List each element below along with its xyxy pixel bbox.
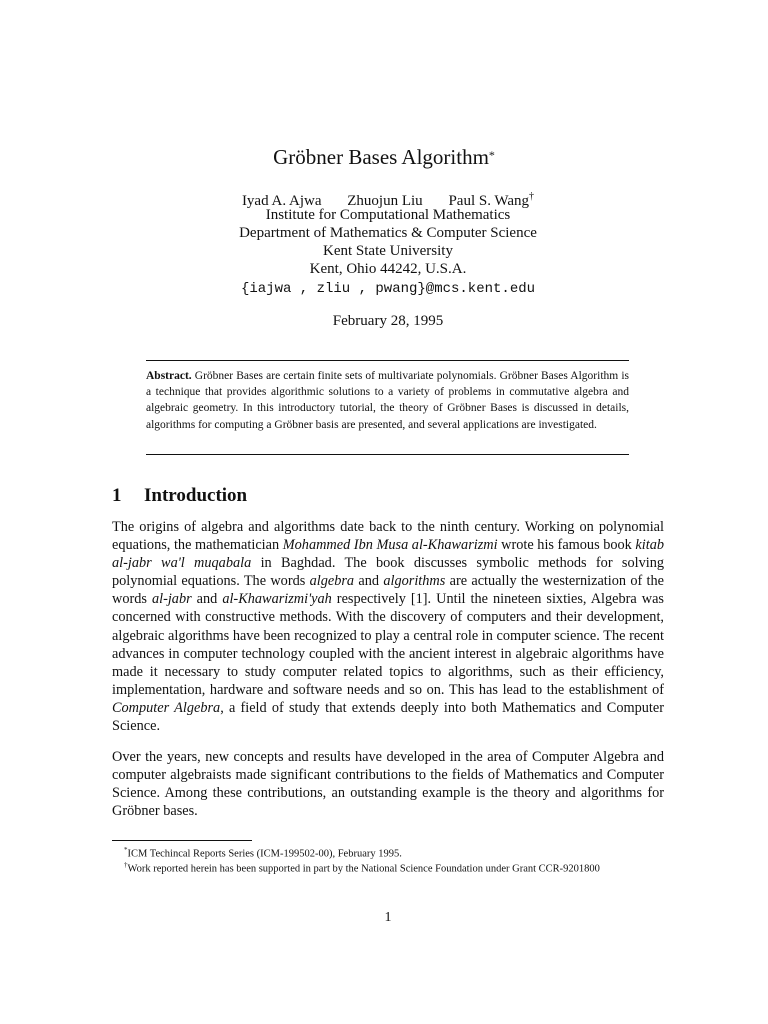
- p1-text-c: in Baghdad. The book discusses symbolic methods for solving polynomial equations. The words: [112, 555, 664, 590]
- author-3-name: Paul S. Wang: [448, 193, 530, 209]
- footnote-2-mark: †: [124, 861, 128, 869]
- author-emails: {iajwa , zliu , pwang}@mcs.kent.edu: [240, 281, 536, 297]
- footnote-1-text: ICM Techincal Reports Series (ICM-199502-00), February 1995.: [127, 848, 402, 860]
- title-footnote-mark: *: [488, 148, 495, 162]
- p1-word-algorithms: algorithms: [383, 573, 446, 590]
- p1-text-a: The origins of algebra and algorithms date back to the ninth century. Working on polynomial equations, the mathematician: [112, 519, 664, 554]
- author-1-name: Iyad A. Ajwa: [241, 193, 322, 209]
- abstract-text: Gröbner Bases are certain finite sets of multivariate polynomials. Gröbner Bases Algorithm is a technique that provides algorithmic solutions to a variety of problems in commutative algebra and algebraic geometry. In this introductory tutorial, the theory of Gröbner Bases is discussed in details, algorithms for computing a Gröbner basis are presented, and several applications are investigated.: [146, 370, 629, 431]
- footnote-1-mark: *: [124, 846, 128, 854]
- affiliation-address: Kent, Ohio 44242, U.S.A.: [309, 261, 467, 277]
- abstract-top-rule: [146, 360, 629, 361]
- paper-title-text: Gröbner Bases Algorithm: [273, 145, 489, 169]
- p1-book-title: kitab al-jabr wa'l muqabala: [112, 537, 664, 572]
- author-2-name: Zhuojun Liu: [347, 193, 423, 209]
- affiliation-institute: Institute for Computational Mathematics: [265, 207, 511, 223]
- paper-title: [0, 144, 768, 170]
- section-heading: [112, 484, 247, 508]
- affiliation-university: Kent State University: [323, 243, 453, 259]
- section-number: 1: [112, 485, 122, 506]
- paper-date: February 28, 1995: [332, 313, 444, 329]
- abstract-label: Abstract.: [146, 370, 192, 382]
- abstract-bottom-rule: [146, 454, 629, 455]
- affiliation-department: Department of Mathematics & Computer Science: [239, 225, 537, 241]
- section-title: Introduction: [144, 485, 248, 506]
- abstract: [146, 368, 629, 433]
- p1-word-algebra: algebra: [309, 573, 355, 590]
- p1-text-f: and: [191, 591, 223, 608]
- p1-text-g: respectively [1]. Until the nineteen sixties, Algebra was concerned with constructive methods. With the discovery of computers and their development, algebraic algorithms have been recognized to play a central role in computer science. The recent advances in computer technology coupled with the ancient interest in algebraic algorithms have made it necessary to study computer related topics to algorithms, such as their efficiency, implementation, hardware and software needs and so on. This has lead to the establishment of: [112, 591, 664, 698]
- p1-text-d: and: [354, 573, 384, 590]
- intro-paragraph-1: [112, 518, 664, 735]
- p1-person-name: Mohammed Ibn Musa al-Khawarizmi: [282, 537, 498, 554]
- footnote-2: [112, 858, 664, 877]
- p1-word-al-jabr: al-jabr: [151, 591, 192, 608]
- p1-text-b: wrote his famous book: [497, 537, 636, 554]
- footnote-2-text: Work reported herein has been supported in part by the National Science Foundation under Grant CCR-9201800: [127, 863, 600, 875]
- p1-word-al-khawarizmiyah: al-Khawarizmi'yah: [222, 591, 332, 608]
- page-number: 1: [384, 910, 392, 925]
- author-3-footnote-mark: †: [529, 191, 535, 202]
- p1-text-h: , a field of study that extends deeply into both Mathematics and Computer Science.: [112, 699, 664, 735]
- p1-text-e: are actually the westernization of the words: [112, 573, 665, 608]
- footnote-rule: [112, 840, 252, 841]
- p1-word-computer-algebra: Computer Algebra: [112, 699, 221, 716]
- intro-paragraph-2: Over the years, new concepts and results have developed in the area of Computer Algebra and computer algebraists made significant contributions to the fields of Mathematics and Computer Science. Among these contributions, an outstanding example is the theory and algorithms for Gröbner bases.: [112, 749, 664, 820]
